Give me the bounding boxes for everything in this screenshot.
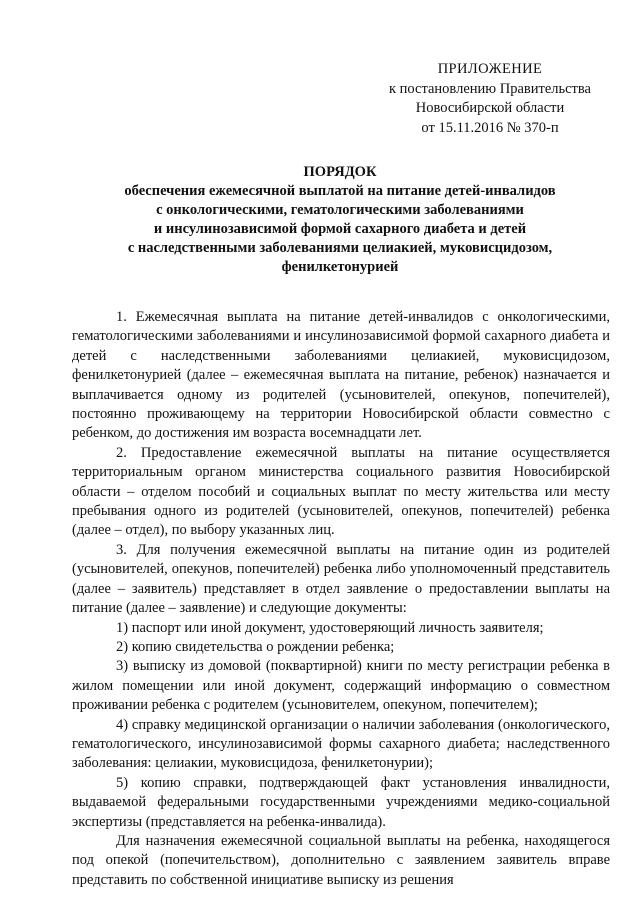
list-item-passport: 1) паспорт или иной документ, удостоверяющий личность заявителя; [116, 619, 544, 636]
heading-line: фенилкетонурией [281, 259, 399, 275]
document-heading [70, 163, 610, 277]
paragraph-3: 3. Для получения ежемесячной выплаты на питание один из родителей (усыновителей, опекунов, попечителей) ребенка либо уполномоченный представитель (далее – заявитель) представляет в отдел заявление о предоставлении выплаты на питание (далее – заявление) и следующие документы: [72, 541, 610, 617]
heading-title: ПОРЯДОК [303, 164, 377, 180]
heading-line: с наследственными заболеваниями целиакией, муковисцидозом, [127, 240, 553, 256]
paragraph-1: 1. Ежемесячная выплата на питание детей-инвалидов с онкологическими, гематологическими заболеваниями и инсулинозависимой формой сахарного диабета и детей с наследственными заболеваниями целиакией, муковисцидозом, фенилкетонурией (далее – ежемесячная выплата на питание, ребенок) назначается и выплачивается одному из родителей (усыновителей, опекунов, попечителей), постоянно проживающему на территории Новосибирской области совместно с ребенком, до достижения им возраста восемнадцати лет. [72, 309, 610, 442]
list-item-housing-extract: 3) выписку из домовой (поквартирной) книги по месту регистрации ребенка в жилом помещении или иной документ, содержащий информацию о совместном проживании ребенка с родителем (усыновителем, опекуном, попечителем); [72, 658, 610, 714]
paragraph-guardianship: Для назначения ежемесячной социальной выплаты на ребенка, находящегося под опекой (попечительством), дополнительно с заявлением заявитель вправе представить по собственной инициативе выписку из решения [72, 832, 610, 888]
heading-line: с онкологическими, гематологическими заболеваниями [156, 202, 524, 218]
appendix-line-3: от 15.11.2016 № 370-п [421, 119, 559, 136]
appendix-line-2: Новосибирской области [415, 100, 565, 116]
document-body [72, 308, 610, 890]
appendix-block [360, 60, 620, 138]
list-item-disability-certificate: 5) копию справки, подтверждающей факт установления инвалидности, выдаваемой федеральными государственными учреждениями медико-социальной экспертизы (представляется на ребенка-инвалида). [72, 774, 610, 830]
list-item-birth-certificate: 2) копию свидетельства о рождении ребенка; [116, 638, 395, 655]
heading-line: и инсулинозависимой формой сахарного диабета и детей [153, 221, 527, 237]
appendix-title: ПРИЛОЖЕНИЕ [437, 61, 543, 77]
appendix-line-1: к постановлению Правительства [389, 80, 591, 97]
heading-line: обеспечения ежемесячной выплатой на питание детей-инвалидов [124, 183, 556, 199]
list-item-medical-certificate: 4) справку медицинской организации о наличии заболевания (онкологического, гематологического, инсулинозависимой формы сахарного диабета; наследственного заболевания: целиакии, муковисцидоза, фенилкетонурии); [72, 716, 610, 772]
paragraph-2: 2. Предоставление ежемесячной выплаты на питание осуществляется территориальным органом министерства социального развития Новосибирской области – отделом пособий и социальных выплат по месту жительства или месту пребывания одного из родителей (усыновителей, опекунов, попечителей) ребенка (далее – отдел), по выбору указанных лиц. [72, 444, 610, 539]
